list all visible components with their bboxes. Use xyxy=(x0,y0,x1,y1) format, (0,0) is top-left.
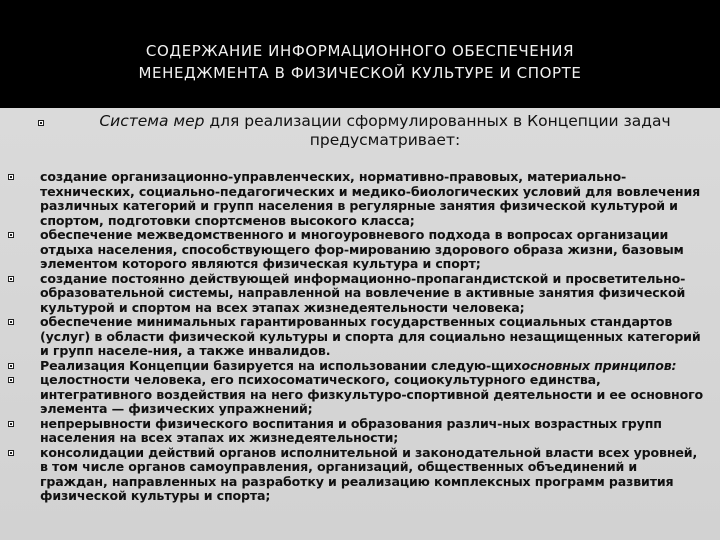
list-item: непрерывности физического воспитания и образования различ-ных возрастных групп населения на всех этапах их жизнедеятельности; xyxy=(8,417,708,446)
principles-emphasis: основных принципов: xyxy=(521,357,677,373)
intro-text xyxy=(60,112,710,150)
list-item: обеспечение межведомственного и многоуровневого подхода в вопросах организации отдыха населения, способствующего фор-мированию здорового образа жизни, базовым элементом которого являются физическая культура и спорт; xyxy=(8,228,708,272)
list-item: обеспечение минимальных гарантированных государственных социальных стандартов (услуг) в области физической культуры и спорта для социально незащищенных категорий и групп населе-ния, а также инвалидов. xyxy=(8,315,708,359)
square-bullet-icon xyxy=(8,174,14,180)
title-line-2: МЕНЕДЖМЕНТА В ФИЗИЧЕСКОЙ КУЛЬТУРЕ И СПОРТЕ xyxy=(138,64,582,82)
list-item-principles: Реализация Концепции базируется на использовании следую-щихосновных принципов: xyxy=(8,359,708,374)
title-bar xyxy=(0,0,720,108)
list-item: создание организационно-управленческих, нормативно-правовых, материально-технических, социально-педагогических и медико-биологических условий для вовлечения различных категорий и групп населения в регулярные занятия физической культурой и спортом, подготовки спортсменов высокого класса; xyxy=(8,170,708,228)
square-bullet-icon xyxy=(8,450,14,456)
list-item: целостности человека, его психосоматического, социокультурного единства, интегративного воздействия на него физкультуро-спортивной деятельности и ее основного элемента — физических упражнений; xyxy=(8,373,708,417)
intro-rest: для реализации сформулированных в Концепции задач предусматривает: xyxy=(204,112,671,149)
title-line-1: СОДЕРЖАНИЕ ИНФОРМАЦИОННОГО ОБЕСПЕЧЕНИЯ xyxy=(145,42,575,60)
square-bullet-icon xyxy=(8,377,14,383)
slide-title xyxy=(0,40,720,84)
list-item: создание постоянно действующей информационно-пропагандистской и просветительно-образовательной системы, направленной на вовлечение в активные занятия физической культурой и спортом на всех этапах жизнедеятельности человека; xyxy=(8,272,708,316)
list-item: консолидации действий органов исполнительной и законодательной власти всех уровней, в том числе органов самоуправления, организаций, общественных объединений и граждан, направленных на разработку и реализацию комплексных программ развития физической культуры и спорта; xyxy=(8,446,708,504)
square-bullet-icon xyxy=(8,276,14,282)
intro-paragraph xyxy=(30,112,710,150)
measures-list xyxy=(8,170,708,504)
square-bullet-icon xyxy=(8,421,14,427)
square-bullet-icon xyxy=(38,120,44,126)
intro-emphasis: Система мер xyxy=(99,112,205,130)
square-bullet-icon xyxy=(8,232,14,238)
square-bullet-icon xyxy=(8,319,14,325)
square-bullet-icon xyxy=(8,363,14,369)
